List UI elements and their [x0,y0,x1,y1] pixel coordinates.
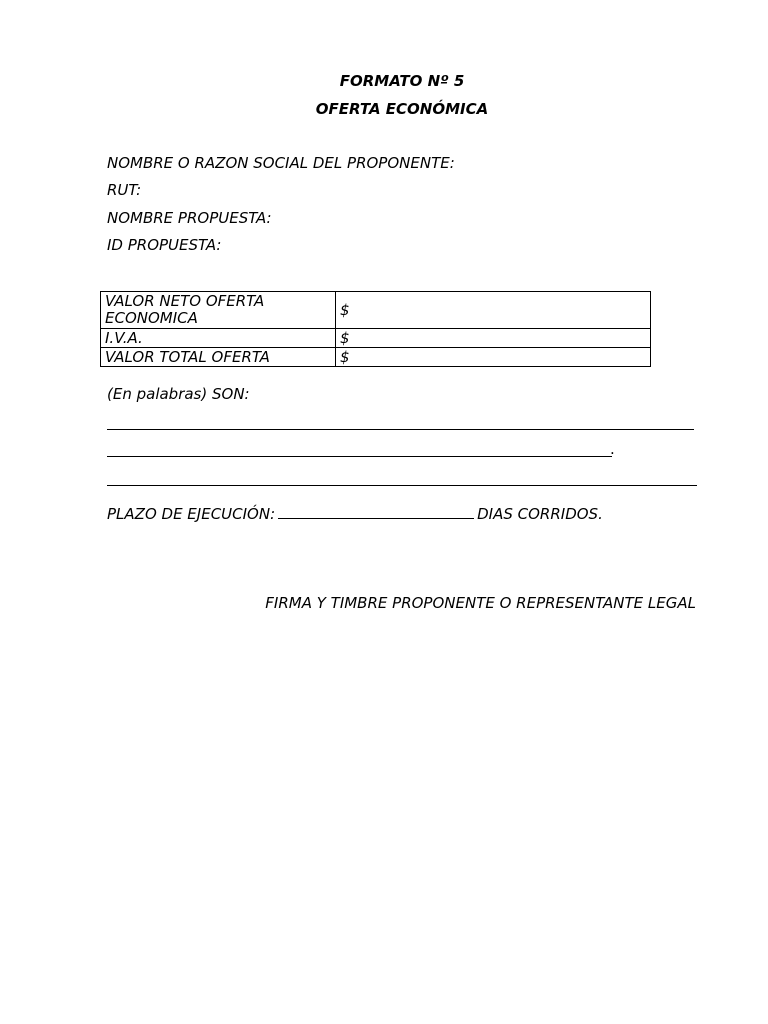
bidder-name-label: NOMBRE O RAZON SOCIAL DEL PROPONENTE: [107,154,455,172]
proposal-name-label: NOMBRE PROPUESTA: [107,209,272,227]
words-line-3 [107,485,697,486]
words-line-period: . [610,440,615,458]
table-row [101,329,651,348]
execution-term-blank [278,504,474,519]
total-value-label: VALOR TOTAL OFERTA [101,348,336,367]
execution-term [107,504,603,523]
table-row [101,292,651,329]
offer-table [100,291,651,367]
net-value-label: VALOR NETO OFERTA ECONOMICA [101,292,336,329]
signature-label: FIRMA Y TIMBRE PROPONENTE O REPRESENTANTE LEGAL [265,594,696,612]
execution-term-label: PLAZO DE EJECUCIÓN: [107,505,276,523]
iva-label: I.V.A. [101,329,336,348]
amount-in-words-label: (En palabras) SON: [107,385,250,403]
form-subtitle: OFERTA ECONÓMICA [315,100,489,118]
words-line-2 [107,456,612,457]
iva-cell: $ [336,329,651,348]
form-title: FORMATO Nº 5 [339,72,465,90]
proposal-id-label: ID PROPUESTA: [107,236,222,254]
words-line-1 [107,429,694,430]
table-row [101,348,651,367]
rut-label: RUT: [107,181,142,199]
execution-term-suffix: DIAS CORRIDOS. [477,505,603,523]
total-value-cell: $ [336,348,651,367]
net-value-cell: $ [336,292,651,329]
